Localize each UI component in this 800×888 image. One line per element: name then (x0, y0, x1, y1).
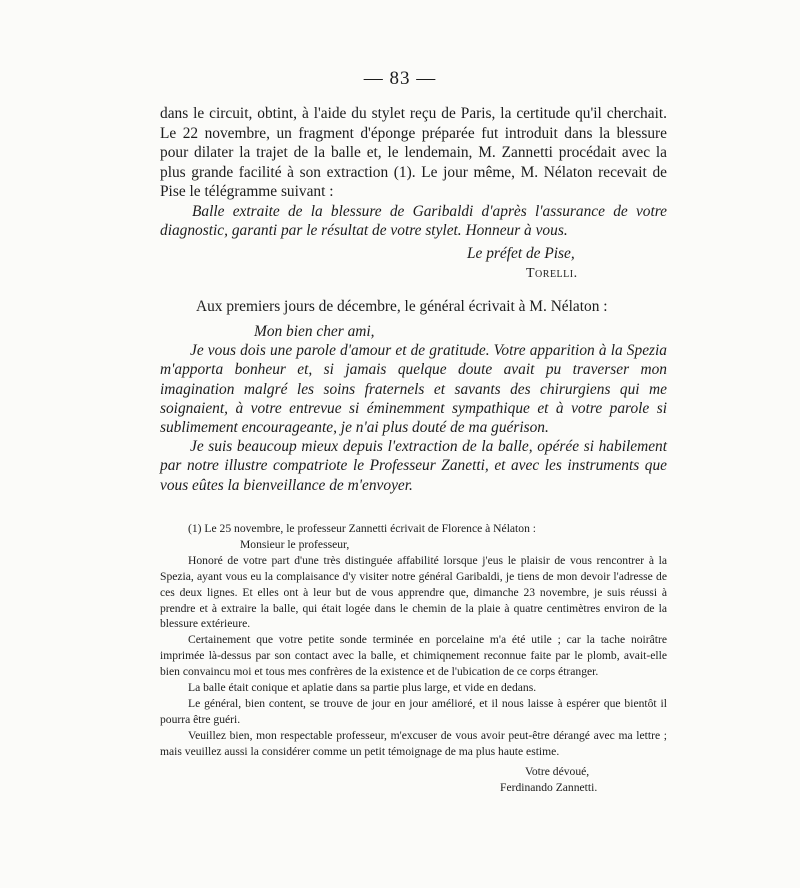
letter-paragraph: Je vous dois une parole d'amour et de gratitude. Votre apparition à la Spezia m'apporta bonheur et, si jamais quelque doute avait pu traverser mon imagination malgré les soins fraternels et savants des chirurgiens qui me soignaient, à votre entrevue si éminemment sympathique et à votre parole si sublimement encourageante, je n'ai plus douté de ma guérison. (160, 342, 667, 437)
footnote (160, 521, 667, 795)
footnote-signature: Ferdinando Zannetti. (500, 780, 598, 794)
footnote-paragraph: Le général, bien content, se trouve de jour en jour amélioré, et il nous laisse à espérer que bientôt il pourra être guéri. (160, 696, 667, 726)
body-paragraph: dans le circuit, obtint, à l'aide du stylet reçu de Paris, la certitude qu'il cherchait. Le 22 novembre, un fragment d'éponge préparée fut introduit dans la blessure pour dilater la trajet de la balle et, le lendemain, M. Zannetti procédait avec la plus grande facilité à son extraction (1). Le jour même, M. Nélaton recevait de Pise le télégramme suivant : (160, 105, 667, 200)
footnote-paragraph: Certainement que votre petite sonde terminée en porcelaine m'a été utile ; car la tache noirâtre imprimée là-dessus par son contact avec la balle, et chimiqnement reconnue faite par le plomb, avait-elle bien convaincu moi et tous mes confrères de la existence et de l'ubication de ce corps étranger. (160, 633, 667, 679)
telegram-signature-name: Torelli. (526, 266, 578, 281)
letter-paragraph: Je suis beaucoup mieux depuis l'extraction de la balle, opérée si habilement par notre illustre compatriote le Professeur Zanetti, et avec les instruments que vous eûtes la bienveillance de m'envoyer. (160, 438, 667, 494)
telegram-signature-title: Le préfet de Pise, (467, 245, 575, 262)
footnote-intro: (1) Le 25 novembre, le professeur Zannetti écrivait de Florence à Nélaton : (188, 522, 536, 535)
footnote-paragraph: La balle était conique et aplatie dans sa partie plus large, et vide en dedans. (188, 681, 537, 695)
telegram-text: Balle extraite de la blessure de Garibaldi d'après l'assurance de votre diagnostic, garanti par le résultat de votre stylet. Honneur à vous. (160, 202, 667, 239)
footnote-closing: Votre dévoué, (525, 764, 590, 778)
garibaldi-letter (160, 322, 667, 495)
letter-intro: Aux premiers jours de décembre, le général écrivait à M. Nélaton : (196, 298, 608, 315)
page-number: — 83 — (363, 68, 437, 89)
letter-salutation: Mon bien cher ami, (254, 323, 375, 340)
footnote-paragraph: Veuillez bien, mon respectable professeur, m'excuser de vous avoir peut-être dérangé avec ma lettre ; mais veuillez aussi la considérer comme un petit témoignage de ma plus haute estime. (160, 728, 667, 758)
footnote-paragraph: Honoré de votre part d'une très distinguée affabilité lorsque j'eus le plaisir de vous rencontrer à la Spezia, ayant vous eu la complaisance d'y visiter notre général Garibaldi, je tiens de mon devoir l'adresse de ces deux lignes. Et elles ont à leur but de vous apprendre que, dimanche 23 novembre, je suis réussi à prendre et à extraire la balle, qui était logée dans le chemin de la plaie à quatre centimètres environ de la blessure extérieure. (160, 553, 667, 631)
footnote-salutation: Monsieur le professeur, (240, 537, 350, 551)
main-text (160, 104, 667, 241)
